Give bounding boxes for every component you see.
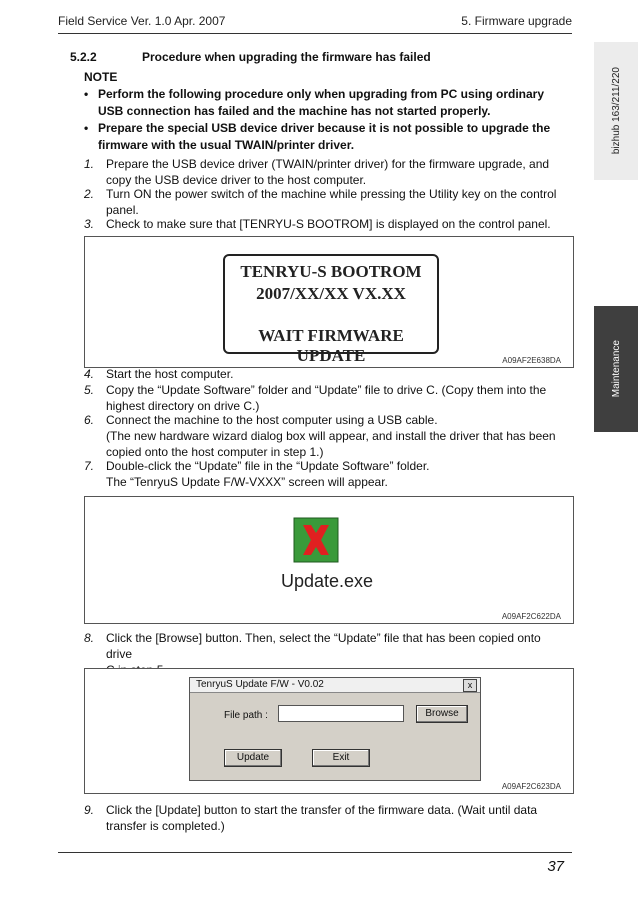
bullet: • [84, 87, 89, 101]
step-line: Start the host computer. [106, 367, 234, 381]
note-heading: NOTE [84, 70, 118, 84]
figure-id: A09AF2C622DA [501, 612, 561, 621]
side-tab-model-label: bizhub 163/211/220 [610, 67, 622, 155]
step-number: 1. [84, 157, 95, 171]
step-9 [84, 802, 564, 834]
close-icon[interactable]: x [463, 679, 477, 692]
step-5 [84, 382, 564, 414]
exit-button[interactable]: Exit [312, 749, 370, 767]
step-line: Copy the “Update Software” folder and “Update” file to drive C. (Copy them into the [106, 383, 547, 397]
step-text [84, 802, 564, 834]
step-2 [84, 186, 564, 218]
step-text [84, 458, 564, 490]
step-3 [84, 216, 564, 232]
browse-button[interactable]: Browse [416, 705, 468, 723]
note-item-2-line-2: firmware with the usual TWAIN/printer driver. [98, 138, 355, 152]
step-number: 7. [84, 459, 95, 473]
step-number: 3. [84, 217, 95, 231]
step-line: Click the [Update] button to start the transfer of the firmware data. (Wait until data [106, 803, 538, 817]
step-text [84, 412, 564, 460]
step-line: highest directory on drive C.) [106, 399, 260, 413]
step-line: Double-click the “Update” file in the “Update Software” folder. [106, 459, 430, 473]
figure-update-dialog [84, 668, 574, 794]
step-line: copy the USB device driver to the host computer. [106, 173, 367, 187]
section-number: 5.2.2 [70, 50, 97, 64]
step-number: 5. [84, 383, 95, 397]
step-line: panel. [106, 203, 139, 217]
step-line: (The new hardware wizard dialog box will appear, and install the driver that has been [106, 429, 556, 443]
dialog-title-bar [190, 678, 480, 693]
step-line: The “TenryuS Update F/W-VXXX” screen will appear. [106, 475, 388, 489]
file-path-label: File path : [224, 710, 268, 721]
step-line: Connect the machine to the host computer using a USB cable. [106, 413, 438, 427]
note-item-1-line-2: USB connection has failed and the machine has not started properly. [98, 104, 491, 118]
section-title: Procedure when upgrading the firmware has failed [142, 50, 431, 64]
update-dialog-window [189, 677, 481, 781]
step-text [84, 216, 564, 232]
step-number: 2. [84, 187, 95, 201]
step-number: 9. [84, 803, 95, 817]
figure-update-exe [84, 496, 574, 624]
lcd-line-1: TENRYU-S BOOTROM [240, 262, 422, 281]
side-tab-section [594, 306, 638, 432]
footer-rule [58, 852, 572, 853]
note-item-1 [84, 86, 564, 120]
lcd-display [223, 254, 439, 365]
header-left: Field Service Ver. 1.0 Apr. 2007 [58, 14, 226, 28]
side-tab-model [594, 42, 638, 180]
page-number: 37 [547, 858, 564, 875]
step-number: 8. [84, 631, 95, 645]
step-6 [84, 412, 564, 460]
figure-control-panel [84, 236, 574, 368]
dialog-title: TenryuS Update F/W - V0.02 [196, 679, 324, 690]
update-button[interactable]: Update [224, 749, 282, 767]
update-exe-icon[interactable] [293, 517, 339, 563]
note-item-2 [84, 120, 564, 154]
file-path-input[interactable] [278, 705, 404, 722]
step-line: Prepare the USB device driver (TWAIN/printer driver) for the firmware upgrade, and [106, 157, 550, 171]
note-item-1-line-1: Perform the following procedure only when upgrading from PC using ordinary [98, 87, 545, 101]
step-text [84, 186, 564, 218]
step-line: Check to make sure that [TENRYU-S BOOTROM] is displayed on the control panel. [106, 217, 551, 231]
note-item-2-line-1: Prepare the special USB device driver because it is not possible to upgrade the [98, 121, 551, 135]
side-tab-section-label: Maintenance [610, 340, 622, 398]
step-7 [84, 458, 564, 490]
step-text [84, 366, 564, 382]
step-number: 4. [84, 367, 95, 381]
lcd-line-3: WAIT FIRMWARE UPDATE [258, 326, 404, 365]
step-number: 6. [84, 413, 95, 427]
lcd-line-2: 2007/XX/XX VX.XX [256, 284, 406, 303]
figure-id: A09AF2C623DA [501, 782, 561, 791]
step-line: Click the [Browse] button. Then, select the “Update” file that has been copied onto drive [106, 631, 541, 661]
step-line: copied onto the host computer in step 1.) [106, 445, 324, 459]
update-exe-label[interactable]: Update.exe [281, 571, 374, 591]
figure-id: A09AF2E638DA [502, 356, 561, 365]
step-text [84, 382, 564, 414]
header-rule [58, 33, 572, 34]
step-line: transfer is completed.) [106, 819, 225, 833]
header-right: 5. Firmware upgrade [461, 14, 572, 28]
step-1 [84, 156, 564, 188]
step-4 [84, 366, 564, 382]
bullet: • [84, 121, 89, 135]
step-line: Turn ON the power switch of the machine while pressing the Utility key on the control [106, 187, 557, 201]
step-text [84, 156, 564, 188]
